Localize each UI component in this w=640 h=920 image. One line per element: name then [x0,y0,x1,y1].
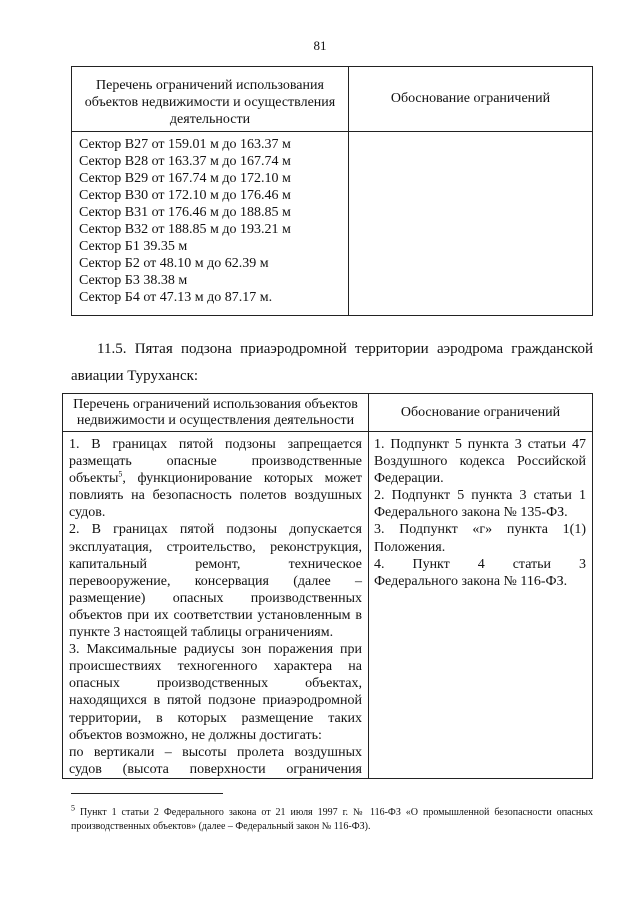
header-justification: Обоснование ограничений [369,394,593,432]
list-item: Сектор Б4 от 47.13 м до 87.17 м. [79,290,273,305]
table-row [63,432,593,779]
list-item: Сектор Б2 от 48.10 м до 62.39 м [79,256,269,271]
restrictions-cell: 1. В границах пятой подзоны запрещается размещать опасные производственные объекты$^5$, функционирование которых может повлиять на безопасность полетов воздушных судов. 2. В границах пятой подзоны допускается эксплуатация, строительство, реконструкция, капитальный ремонт, техническое перевооружение, консервация (далее – размещение) опасных производственных объектов при их соответствии установленным в пункте 3 настоящей таблицы ограничениям. 3. Максимальные радиусы зон поражения при происшествиях техногенного характера на опасных производственных объектах, находящихся в пятой подзоне приаэродромной территории, в которых размещение таких объектов возможно, не должны достигать: по вертикали – высоты пролета воздушных судов (высота поверхности ограничения [63,432,369,779]
table-header-row [72,67,593,132]
list-item: Сектор В31 от 176.46 м до 188.85 м [79,205,291,220]
list-item: Сектор В32 от 188.85 м до 193.21 м [79,222,291,237]
justification-cell: 1. Подпункт 5 пункта 3 статьи 47 Воздушного кодекса Российской Федерации. 2. Подпункт 5 пункта 3 статьи 1 Федерального закона № 135-ФЗ. 3. Подпункт «г» пункта 1(1) Положения. 4. Пункт 4 статьи 3 Федерального закона № 116-ФЗ. [369,432,593,779]
list-item: Сектор Б3 38.38 м [79,273,188,288]
list-item: Сектор Б1 39.35 м [79,239,188,254]
footnote-reference: 5 [118,469,123,479]
restrictions-table-continued [71,66,593,316]
table-row [72,132,593,316]
list-item: Сектор В28 от 163.37 м до 167.74 м [79,154,291,169]
list-item: Сектор В29 от 167.74 м до 172.10 м [79,171,291,186]
justification-cell-empty [349,132,593,316]
fifth-subzone-table [62,393,593,779]
sectors-cell [72,132,349,316]
header-justification: Обоснование ограничений [349,67,593,132]
list-item: Сектор В30 от 172.10 м до 176.46 м [79,188,291,203]
footnote: $^5$ Пункт 1 статьи 2 Федерального закона от 21 июля 1997 г. № 116-ФЗ «О промышленной безопасности опасных производственных объектов» (далее – Федеральный закон № 116-ФЗ). [71,803,593,832]
list-item: Сектор В27 от 159.01 м до 163.37 м [79,137,291,152]
header-restrictions-list: Перечень ограничений использования объектов недвижимости и осуществления деятельности [63,394,369,432]
section-heading: 11.5. Пятая подзона приаэродромной территории аэродрома гражданской авиации Туруханск: [71,341,593,384]
header-restrictions-list: Перечень ограничений использования объектов недвижимости и осуществления деятельности [72,67,349,132]
footnote-mark: 5 [71,803,75,813]
footnote-divider [71,793,223,794]
table-header-row [63,394,593,432]
page-number: 81 [313,38,327,53]
